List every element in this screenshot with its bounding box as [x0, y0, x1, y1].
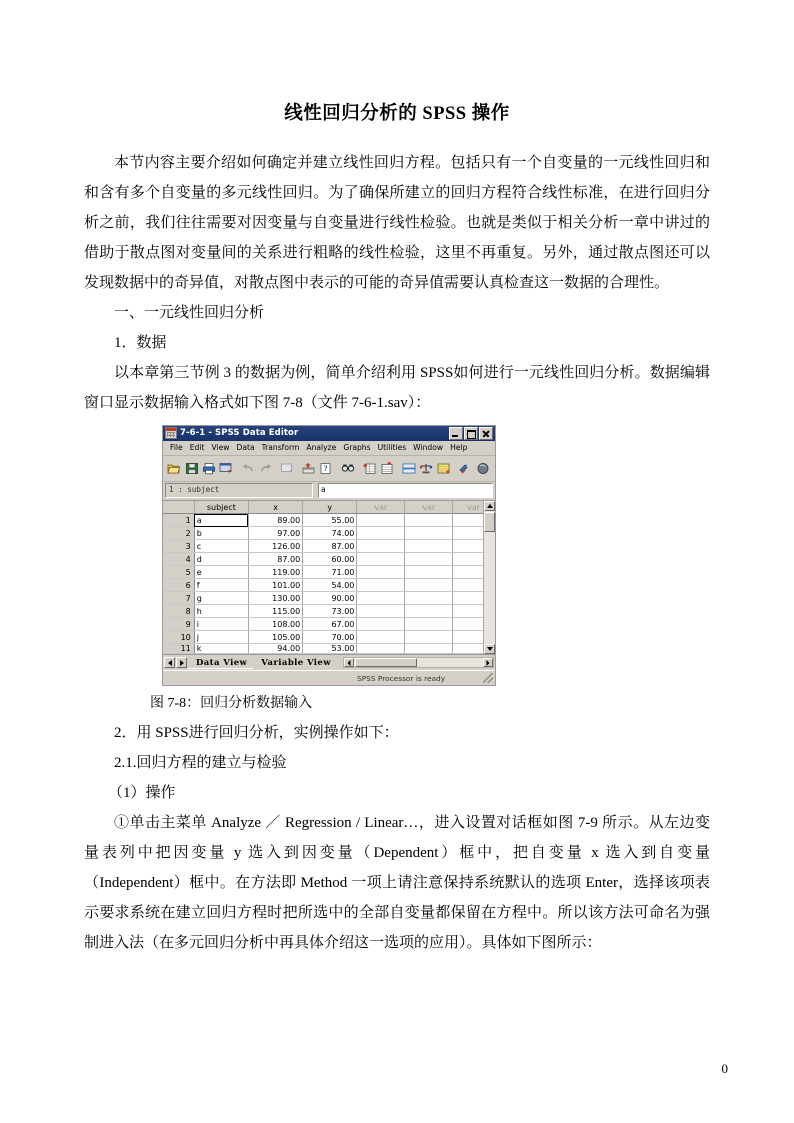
- cell-subject[interactable]: h: [194, 605, 248, 618]
- subsection-heading-21: 2.1.回归方程的建立与检验: [114, 755, 287, 772]
- subsection-heading-operation: （1）操作: [108, 785, 176, 802]
- row-number: 6: [163, 579, 194, 592]
- redo-icon[interactable]: [257, 459, 273, 478]
- save-file-icon[interactable]: [183, 459, 199, 478]
- resize-grip-icon[interactable]: [483, 673, 493, 683]
- cell-var-2[interactable]: [405, 579, 453, 592]
- cell-subject[interactable]: b: [194, 527, 248, 540]
- cell-y[interactable]: 70.00: [303, 631, 357, 644]
- cell-subject[interactable]: k: [194, 644, 248, 654]
- spss-window: [162, 425, 496, 687]
- intro-paragraph: 本节内容主要介绍如何确定并建立线性回归方程。包括只有一个自变量的一元线性回归和和含有多个自变量的多元线性回归。为了确保所建立的回归方程符合线性标准，在进行回归分析之前，我们往往需要对因变量与自变量进行线性检验。也就是类似于相关分析一章中讲过的借助于散点图对变量间的关系进行粗略的线性检验，这里不再重复。另外，通过散点图还可以发现数据中的奇异值，对散点图中表示的可能的奇异值需要认真检查这一数据的合理性。: [84, 154, 710, 291]
- vertical-scrollbar[interactable]: [483, 501, 495, 655]
- row-number: 3: [163, 540, 194, 553]
- cell-var-2[interactable]: [405, 618, 453, 631]
- table-row[interactable]: [163, 592, 495, 605]
- cell-var-2[interactable]: [405, 527, 453, 540]
- page-title: 线性回归分析的 SPSS 操作: [284, 104, 510, 124]
- column-header-subject[interactable]: subject: [194, 501, 248, 514]
- step-1-paragraph: ①单击主菜单 Analyze ／ Regression / Linear…，进入设置对话框如图 7-9 所示。从左边变量表列中把因变量 y 选入到因变量（Dependent）框中，把自变量 x 选入到自变量（Independent）框中。在方法即 Method 一项上请注意保持系统默认的选项 Enter，选择该项表示要求系统在建立回归方程时把所选中的全部自变量都保留在方程中。所以该方法可命名为强制进入法（在多元回归分析中再具体介绍这一选项的应用）。具体如下图所示：: [84, 815, 710, 952]
- cell-var-1[interactable]: [357, 631, 405, 644]
- cell-var-2[interactable]: [405, 592, 453, 605]
- cell-y[interactable]: 54.00: [303, 579, 357, 592]
- status-message: SPSS Processor is ready: [357, 673, 446, 683]
- spss-cell-reference-bar: [163, 482, 495, 500]
- spss-app-icon: [165, 427, 177, 439]
- cell-var-1[interactable]: [357, 592, 405, 605]
- cell-var-2[interactable]: [405, 553, 453, 566]
- spss-data-grid-area: [163, 500, 495, 655]
- cell-subject[interactable]: f: [194, 579, 248, 592]
- column-header-x[interactable]: x: [248, 501, 302, 514]
- table-row[interactable]: [163, 553, 495, 566]
- insert-variable-icon[interactable]: [379, 459, 395, 478]
- table-row[interactable]: [163, 540, 495, 553]
- column-header-y[interactable]: y: [303, 501, 357, 514]
- row-number: 9: [163, 618, 194, 631]
- cell-y[interactable]: 74.00: [303, 527, 357, 540]
- tab-scroll-right-icon[interactable]: [176, 657, 187, 668]
- undo-icon[interactable]: [240, 459, 256, 478]
- horizontal-scrollbar[interactable]: [343, 657, 494, 668]
- maximize-button[interactable]: [464, 427, 478, 440]
- cell-subject[interactable]: g: [194, 592, 248, 605]
- cell-y[interactable]: 60.00: [303, 553, 357, 566]
- open-file-icon[interactable]: [166, 459, 182, 478]
- row-number: 10: [163, 631, 194, 644]
- table-row[interactable]: [163, 631, 495, 644]
- subsection-heading-data: 1．数据: [114, 334, 167, 351]
- column-header-var-1[interactable]: var: [357, 501, 405, 514]
- cell-subject[interactable]: e: [194, 566, 248, 579]
- menu-help[interactable]: Help: [450, 443, 468, 453]
- data-description-paragraph: 以本章第三节例 3 的数据为例，简单介绍利用 SPSS如何进行一元线性回归分析。数据编辑窗口显示数据输入格式如下图 7-8（文件 7-6-1.sav）：: [84, 364, 710, 411]
- spss-toolbar: [163, 456, 495, 482]
- cell-y[interactable]: 73.00: [303, 605, 357, 618]
- use-sets-icon[interactable]: [475, 459, 491, 478]
- cell-var-1[interactable]: [357, 527, 405, 540]
- cell-y[interactable]: 71.00: [303, 566, 357, 579]
- cell-x[interactable]: 89.00: [248, 514, 302, 527]
- figure-caption: 图 7-8：回归分析数据输入: [150, 696, 313, 712]
- figure-spss-data-editor: [84, 425, 710, 687]
- cell-var-2[interactable]: [405, 631, 453, 644]
- cell-y[interactable]: 90.00: [303, 592, 357, 605]
- spss-sheet-tabs: [163, 654, 495, 670]
- table-row[interactable]: [163, 618, 495, 631]
- table-row[interactable]: [163, 579, 495, 592]
- menu-view[interactable]: View: [211, 443, 230, 453]
- spss-window-title: 7-6-1 - SPSS Data Editor: [180, 428, 299, 439]
- cell-var-2[interactable]: [405, 540, 453, 553]
- table-row[interactable]: [163, 566, 495, 579]
- tab-data-view[interactable]: Data View: [188, 657, 253, 669]
- menu-window[interactable]: Window: [413, 443, 444, 453]
- cell-x[interactable]: 130.00: [248, 592, 302, 605]
- cell-x[interactable]: 108.00: [248, 618, 302, 631]
- tab-scroll-left-icon[interactable]: [164, 657, 175, 668]
- print-icon[interactable]: [201, 459, 217, 478]
- menu-transform[interactable]: Transform: [261, 443, 300, 453]
- cell-var-2[interactable]: [405, 566, 453, 579]
- menu-file[interactable]: File: [170, 443, 183, 453]
- section-heading-1: 一、一元线性回归分析: [114, 304, 265, 321]
- cell-x[interactable]: 105.00: [248, 631, 302, 644]
- cell-y[interactable]: 53.00: [303, 644, 357, 654]
- cell-var-2[interactable]: [405, 605, 453, 618]
- row-number: 7: [163, 592, 194, 605]
- cell-value-input[interactable]: a: [318, 483, 493, 498]
- variables-info-icon[interactable]: [318, 459, 334, 478]
- cell-x[interactable]: 94.00: [248, 644, 302, 654]
- column-header-var-2[interactable]: var: [405, 501, 453, 514]
- table-row[interactable]: [163, 514, 495, 527]
- cell-subject[interactable]: d: [194, 553, 248, 566]
- corner-header: [163, 501, 194, 514]
- menu-data[interactable]: Data: [236, 443, 255, 453]
- cell-var-2[interactable]: [405, 514, 453, 527]
- insert-case-icon[interactable]: [361, 459, 377, 478]
- cell-var-1[interactable]: [357, 618, 405, 631]
- menu-edit[interactable]: Edit: [189, 443, 205, 453]
- cell-var-1[interactable]: [357, 605, 405, 618]
- goto-case-icon[interactable]: [301, 459, 317, 478]
- svg-text:?: ?: [323, 463, 328, 473]
- row-number: 1: [163, 514, 194, 527]
- spss-menubar: [163, 441, 495, 456]
- scroll-up-arrow-icon[interactable]: [484, 501, 495, 511]
- table-row[interactable]: [163, 605, 495, 618]
- hscrollbar-thumb[interactable]: [355, 658, 417, 667]
- menu-utilities[interactable]: Utilities: [377, 443, 407, 453]
- cell-x[interactable]: 97.00: [248, 527, 302, 540]
- window-controls: [449, 427, 493, 440]
- tab-variable-view[interactable]: Variable View: [261, 658, 331, 669]
- cell-subject[interactable]: i: [194, 618, 248, 631]
- table-row[interactable]: [163, 527, 495, 540]
- scroll-down-arrow-icon[interactable]: [484, 644, 495, 654]
- goto-chart-icon[interactable]: [279, 459, 295, 478]
- row-number: 11: [163, 644, 194, 654]
- column-header-var-3[interactable]: var: [453, 501, 495, 514]
- cell-var-1[interactable]: [357, 514, 405, 527]
- split-file-icon[interactable]: [401, 459, 417, 478]
- menu-graphs[interactable]: Graphs: [343, 443, 371, 453]
- cell-var-1[interactable]: [357, 540, 405, 553]
- minimize-button[interactable]: [449, 427, 463, 440]
- subsection-heading-2: 2．用 SPSS进行回归分析，实例操作如下：: [114, 725, 399, 742]
- cell-var-1[interactable]: [357, 553, 405, 566]
- hscroll-left-arrow-icon[interactable]: [344, 658, 354, 667]
- recall-dialog-icon[interactable]: [218, 459, 234, 478]
- table-row[interactable]: [163, 644, 495, 654]
- find-icon[interactable]: [340, 459, 356, 478]
- row-number: 8: [163, 605, 194, 618]
- row-number: 5: [163, 566, 194, 579]
- select-cases-icon[interactable]: [435, 459, 451, 478]
- cell-reference-label: 1 : subject: [165, 483, 313, 498]
- menu-analyze[interactable]: Analyze: [306, 443, 337, 453]
- cell-x[interactable]: 115.00: [248, 605, 302, 618]
- cell-subject[interactable]: a: [194, 514, 248, 527]
- cell-y[interactable]: 87.00: [303, 540, 357, 553]
- value-labels-icon[interactable]: [457, 459, 473, 478]
- cell-x[interactable]: 87.00: [248, 553, 302, 566]
- cell-subject[interactable]: j: [194, 631, 248, 644]
- cell-y[interactable]: 55.00: [303, 514, 357, 527]
- page-number: 0: [721, 1061, 728, 1076]
- cell-x[interactable]: 126.00: [248, 540, 302, 553]
- spss-titlebar: [163, 426, 495, 441]
- weight-cases-icon[interactable]: [418, 459, 434, 478]
- cell-x[interactable]: 119.00: [248, 566, 302, 579]
- hscroll-right-arrow-icon[interactable]: [483, 658, 493, 667]
- cell-x[interactable]: 101.00: [248, 579, 302, 592]
- cell-var-1[interactable]: [357, 566, 405, 579]
- cell-subject[interactable]: c: [194, 540, 248, 553]
- close-button[interactable]: [479, 427, 493, 440]
- row-number: 4: [163, 553, 194, 566]
- cell-var-1[interactable]: [357, 644, 405, 654]
- cell-y[interactable]: 67.00: [303, 618, 357, 631]
- cell-var-1[interactable]: [357, 579, 405, 592]
- cell-var-2[interactable]: [405, 644, 453, 654]
- spss-data-grid[interactable]: [163, 501, 495, 655]
- spss-status-bar: [163, 670, 495, 685]
- scrollbar-thumb[interactable]: [484, 512, 495, 532]
- grid-header-row: [163, 501, 495, 514]
- row-number: 2: [163, 527, 194, 540]
